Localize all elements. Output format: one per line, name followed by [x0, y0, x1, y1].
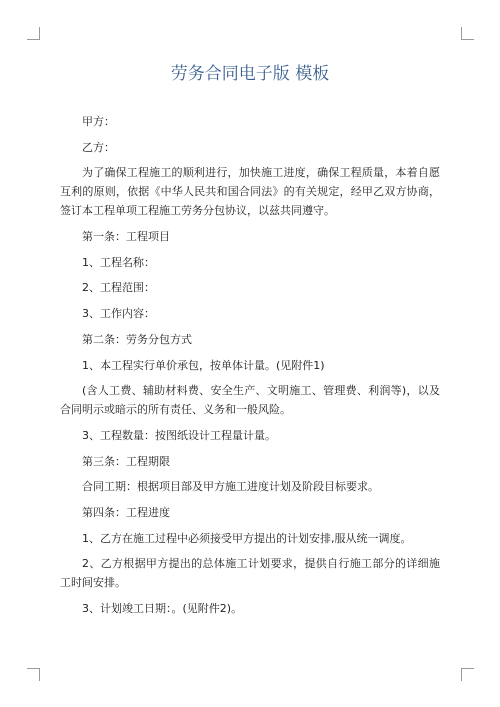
cost-inclusion-paragraph: (含人工费、辅助材料费、安全生产、文明施工、管理费、利润等)，以及合同明示或暗示的所有责任、义务和一般风险。: [60, 384, 440, 417]
completion-date-line: 3、计划竣工日期：。(见附件2)。: [82, 602, 243, 615]
article-3-heading: 第三条：工程期限: [82, 454, 170, 468]
article-1-heading: 第一条：工程项目: [82, 230, 170, 244]
crop-mark-top-left: [27, 27, 40, 40]
party-b-line: 乙方：: [82, 140, 115, 154]
document-title: 劳务合同电子版 模板: [170, 64, 330, 84]
contract-period-line: 合同工期：根据项目部及甲方施工进度计划及阶段目标要求。: [82, 480, 379, 494]
crop-mark-bottom-left: [27, 668, 40, 681]
work-content-line: 3、工作内容：: [82, 307, 155, 321]
project-scope-line: 2、工程范围：: [82, 281, 155, 295]
crop-mark-bottom-right: [461, 668, 474, 681]
article-4-heading: 第四条：工程进度: [82, 505, 170, 519]
crop-mark-top-right: [461, 27, 474, 40]
quantity-line: 3、工程数量：按图纸设计工程量计量。: [82, 428, 276, 442]
project-name-line: 1、工程名称：: [82, 255, 155, 269]
schedule-item-2: 2、乙方根据甲方提出的总体施工计划要求，提供自行施工部分的详细施工时间安排。: [60, 557, 440, 590]
preamble-paragraph: 为了确保工程施工的顺利进行，加快施工进度，确保工程质量，本着自愿互利的原则，依据《中华人民共和国合同法》的有关规定，经甲乙双方协商，签订本工程单项工程施工劳务分包协议，以兹共同遵守。: [60, 166, 440, 218]
document-body: [60, 112, 440, 625]
article-2-heading: 第二条：劳务分包方式: [82, 332, 192, 346]
party-a-line: 甲方：: [82, 115, 115, 128]
unit-price-line: 1、本工程实行单价承包，按单体计量。(见附件1): [82, 358, 325, 372]
schedule-item-1: 1、乙方在施工过程中必须接受甲方提出的计划安排,服从统一调度。: [82, 531, 412, 545]
